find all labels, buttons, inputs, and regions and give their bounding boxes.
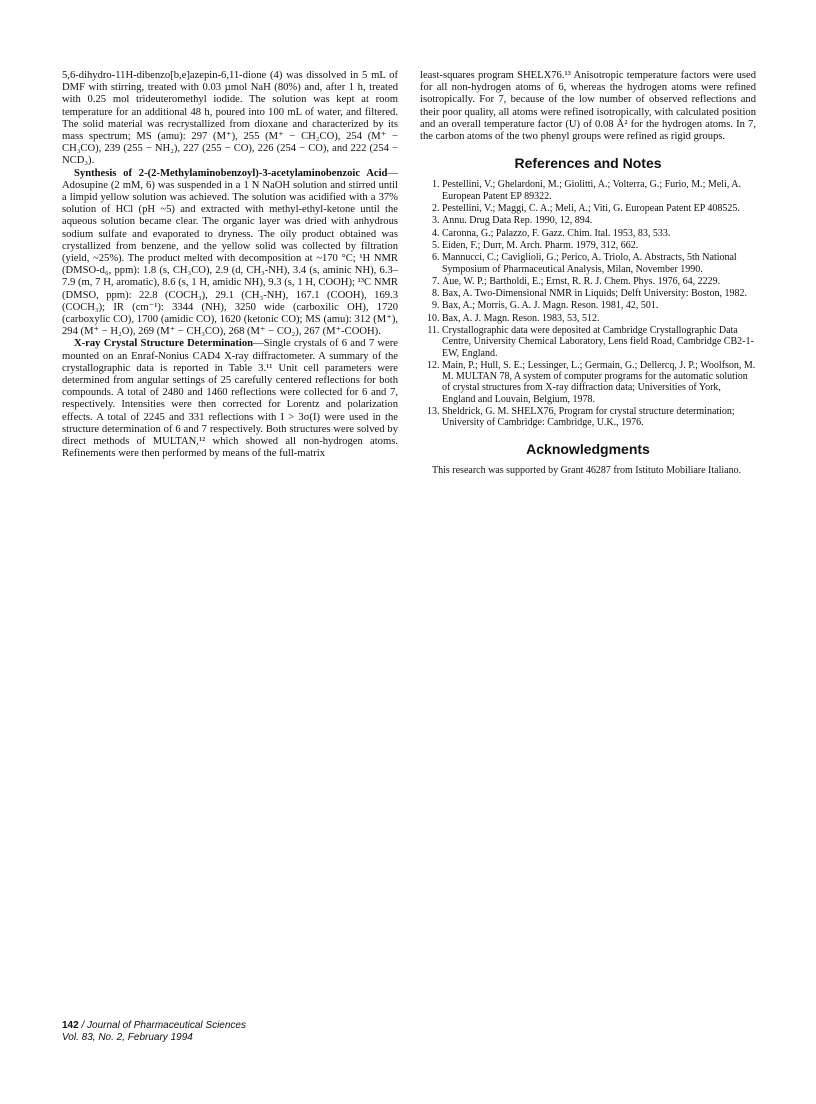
reference-item: 13. Sheldrick, G. M. SHELX76, Program for crystal structure determination; University of Cambridge: Cambridge, U.K., 1976.: [442, 406, 756, 429]
refinement-paragraph: least-squares program SHELX76.¹³ Anisotropic temperature factors were used for all non-hydrogen atoms of 6, whereas the hydrogen atoms were refined isotropically. For 7, because of the low number of observed reflections and their poor quality, all atoms were refined isotropically, with calculated position and an overall temperature factor (U) of 0.08 Å² for the hydrogen atoms. In 7, the carbon atoms of the two phenyl groups were refined as rigid groups.: [420, 70, 756, 143]
left-column: [62, 70, 398, 461]
reference-item: 6. Mannucci, C.; Caviglioli, G.; Perico, A. Triolo, A. Abstracts, 5th National Symposium of Pharmaceutical Analysis, Milan, November 1990.: [442, 252, 756, 275]
reference-item: 8. Bax, A. Two-Dimensional NMR in Liquids; Delft University: Boston, 1982.: [442, 288, 756, 299]
synthesis-text: —Adosupine (2 mM, 6) was suspended in a 1 N NaOH solution and stirred until a limpid yellow solution was achieved. The solution was acidified with a 37% solution of HCl (pH ~5) and extracted with methyl-ethyl-ketone until the aqueous solution became clear. The organic layer was dried with anhydrous sodium sulfate and evaporated to dryness. The oily product obtained was crystallized from benzene, and the yellow solid was collected by filtration (yield, ~25%). The product melted with decomposition at ~170 °C; ¹H NMR (DMSO-d₆, ppm): 1.8 (s, CH₃CO), 2.9 (d, CH₃-NH), 3.4 (s, aminic NH), 6.3–7.9 (m, 7 H, aromatic), 8.6 (s, 1 H, amidic NH), 9.3 (s, 1 H, COOH); ¹³C NMR (DMSO, ppm): 22.8 (COCH₃), 29.1 (CH₃-NH), 167.1 (COOH), 169.3 (COCH₃); IR (cm⁻¹): 3344 (NH), 3250 wide (carboxilic OH), 1720 (carboxylic CO), 1700 (amidic CO), 1620 (ketonic CO); MS (amu): 312 (M⁺), 294 (M⁺ − H₂O), 269 (M⁺ − CH₃CO), 268 (M⁺ − CO₂), 267 (M⁺-COOH).: [62, 167, 398, 338]
reference-item: 7. Aue, W. P.; Bartholdi, E.; Ernst, R. R. J. Chem. Phys. 1976, 64, 2229.: [442, 276, 756, 287]
reference-item: 3. Annu. Drug Data Rep. 1990, 12, 894.: [442, 215, 756, 226]
reference-item: 5. Eiden, F.; Durr, M. Arch. Pharm. 1979, 312, 662.: [442, 240, 756, 251]
reference-item: 4. Caronna, G.; Palazzo, F. Gazz. Chim. Ital. 1953, 83, 533.: [442, 228, 756, 239]
footer-line-1: [62, 1020, 246, 1032]
references-list: [420, 179, 756, 428]
acknowledgments-text: This research was supported by Grant 46287 from Istituto Mobiliare Italiano.: [432, 464, 742, 476]
page-footer: [62, 1020, 246, 1044]
synthesis-paragraph: [62, 168, 398, 339]
journal-issue: Vol. 83, No. 2, February 1994: [62, 1032, 193, 1043]
references-heading: References and Notes: [514, 155, 662, 172]
reference-item: 12. Main, P.; Hull, S. E.; Lessinger, L.; Germain, G.; Dellercq, J. P.; Woolfson, M. M. MULTAN 78, A system of computer programs for the automatic solution of crystal structures from X-ray diffraction data; Universities of York, England and Louvain, Belgium, 1978.: [442, 360, 756, 405]
right-column: [420, 70, 756, 476]
reference-item: 11. Crystallographic data were deposited at Cambridge Crystallographic Data Centre, University Chemical Laboratory, Lens field Road, Cambridge CB2-1-EW, England.: [442, 325, 756, 359]
page-number: 142: [62, 1020, 79, 1031]
xray-paragraph: [62, 338, 398, 460]
xray-heading: X-ray Crystal Structure Determination: [74, 338, 254, 350]
reference-item: 9. Bax, A.; Morris, G. A. J. Magn. Reson. 1981, 42, 501.: [442, 300, 756, 311]
intro-paragraph: 5,6-dihydro-11H-dibenzo[b,e]azepin-6,11-dione (4) was dissolved in 5 mL of DMF with stirring, treated with 0.03 µmol NaH (80%) and, after 1 h, treated with 0.25 mol trideuteromethyl iodide. The solution was kept at room temperature for an additional 48 h, poured into 100 mL of water, and filtered. The solid material was recrystallized from dioxane and characterized by its mass spectrum; MS (amu): 297 (M⁺), 255 (M⁺ − CH₂CO), 254 (M⁺ − CH₃CO), 239 (255 − NH₂), 227 (255 − CO), 226 (254 − CO), and 222 (254 − NCD₃).: [62, 70, 398, 167]
synthesis-heading: Synthesis of 2-(2-Methylaminobenzoyl)-3-acetylaminobenzoic Acid: [74, 167, 388, 179]
reference-item: 10. Bax, A. J. Magn. Reson. 1983, 53, 512.: [442, 313, 756, 324]
reference-item: 2. Pestellini, V.; Maggi, C. A.; Meli, A.; Viti, G. European Patent EP 408525.: [442, 203, 756, 214]
reference-item: 1. Pestellini, V.; Ghelardoni, M.; Giolitti, A.; Volterra, G.; Furio, M.; Meli, A. European Patent EP 89322.: [442, 179, 756, 202]
acknowledgments-heading: Acknowledgments: [526, 440, 650, 457]
journal-name: / Journal of Pharmaceutical Sciences: [81, 1020, 246, 1031]
xray-text: —Single crystals of 6 and 7 were mounted on an Enraf-Nonius CAD4 X-ray diffractometer. A summary of the crystallographic data is reported in Table 3.¹¹ Unit cell parameters were determined from angular settings of 25 carefully centered reflections for both compounds. A total of 2480 and 1460 reflections were collected for 6 and 7, respectively. Intensities were then corrected for Lorentz and polarization effects. A total of 2245 and 331 reflections with I > 3σ(I) were used in the structure determination of 6 and 7 respectively. Both structures were solved by direct methods of MULTAN,¹² which showed all non-hydrogen atoms. Refinements were then performed by means of the full-matrix: [62, 338, 398, 460]
